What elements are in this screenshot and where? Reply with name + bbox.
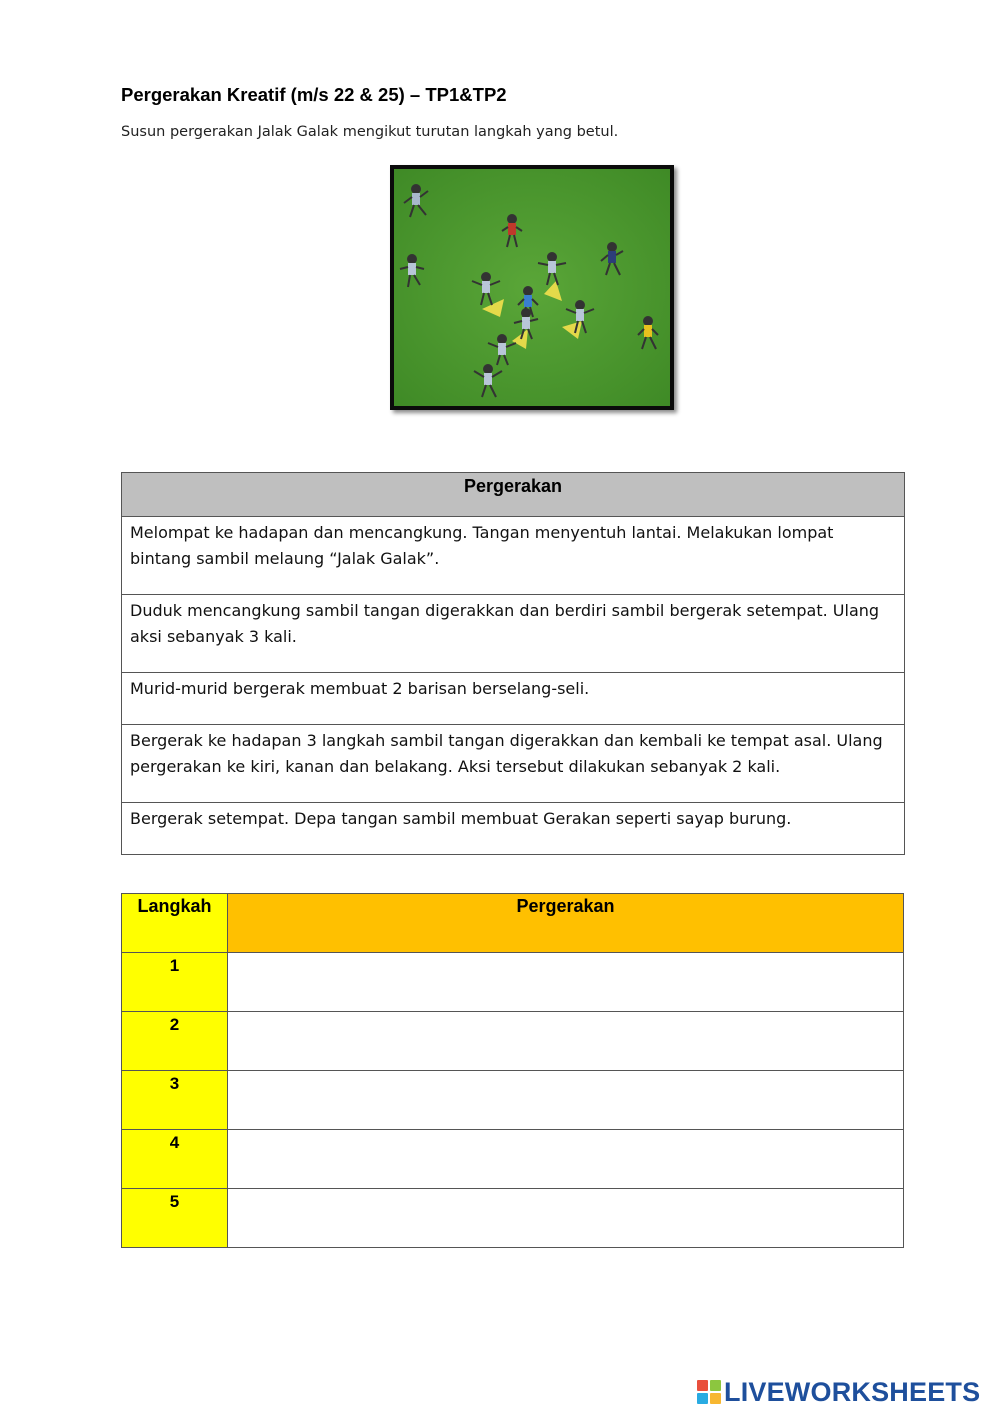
activity-illustration [390, 165, 674, 410]
movement-column-header: Pergerakan [228, 894, 904, 953]
answer-drop-zone[interactable] [228, 1071, 904, 1130]
movements-table [121, 472, 905, 855]
movement-option[interactable]: Bergerak ke hadapan 3 langkah sambil tangan digerakkan dan kembali ke tempat asal. Ulang pergerakan ke kiri, kanan dan belakang. Aksi tersebut dilakukan sebanyak 2 kali. [122, 725, 905, 803]
children-on-field-illustration [394, 169, 670, 406]
step-column-header: Langkah [122, 894, 228, 953]
brand-name: LIVEWORKSHEETS [724, 1376, 981, 1407]
movement-option[interactable]: Duduk mencangkung sambil tangan digerakkan dan berdiri sambil bergerak setempat. Ulang aksi sebanyak 3 kali. [122, 595, 905, 673]
movement-option[interactable]: Bergerak setempat. Depa tangan sambil membuat Gerakan seperti sayap burung. [122, 803, 905, 855]
movement-option[interactable]: Murid-murid bergerak membuat 2 barisan berselang-seli. [122, 673, 905, 725]
answer-drop-zone[interactable] [228, 1189, 904, 1248]
page-title: Pergerakan Kreatif (m/s 22 & 25) – TP1&TP2 [121, 84, 507, 105]
answer-drop-zone[interactable] [228, 1130, 904, 1189]
answer-drop-zone[interactable] [228, 1012, 904, 1071]
step-number: 5 [122, 1189, 228, 1248]
logo-grid-icon [697, 1380, 721, 1404]
step-number: 3 [122, 1071, 228, 1130]
instruction-text: Susun pergerakan Jalak Galak mengikut turutan langkah yang betul. [121, 124, 619, 140]
step-number: 2 [122, 1012, 228, 1071]
answer-drop-zone[interactable] [228, 953, 904, 1012]
answer-table [121, 893, 904, 1248]
liveworksheets-logo [697, 1376, 980, 1408]
movement-option[interactable]: Melompat ke hadapan dan mencangkung. Tangan menyentuh lantai. Melakukan lompat bintang sambil melaung “Jalak Galak”. [122, 517, 905, 595]
step-number: 1 [122, 953, 228, 1012]
step-number: 4 [122, 1130, 228, 1189]
movements-header: Pergerakan [122, 473, 905, 517]
